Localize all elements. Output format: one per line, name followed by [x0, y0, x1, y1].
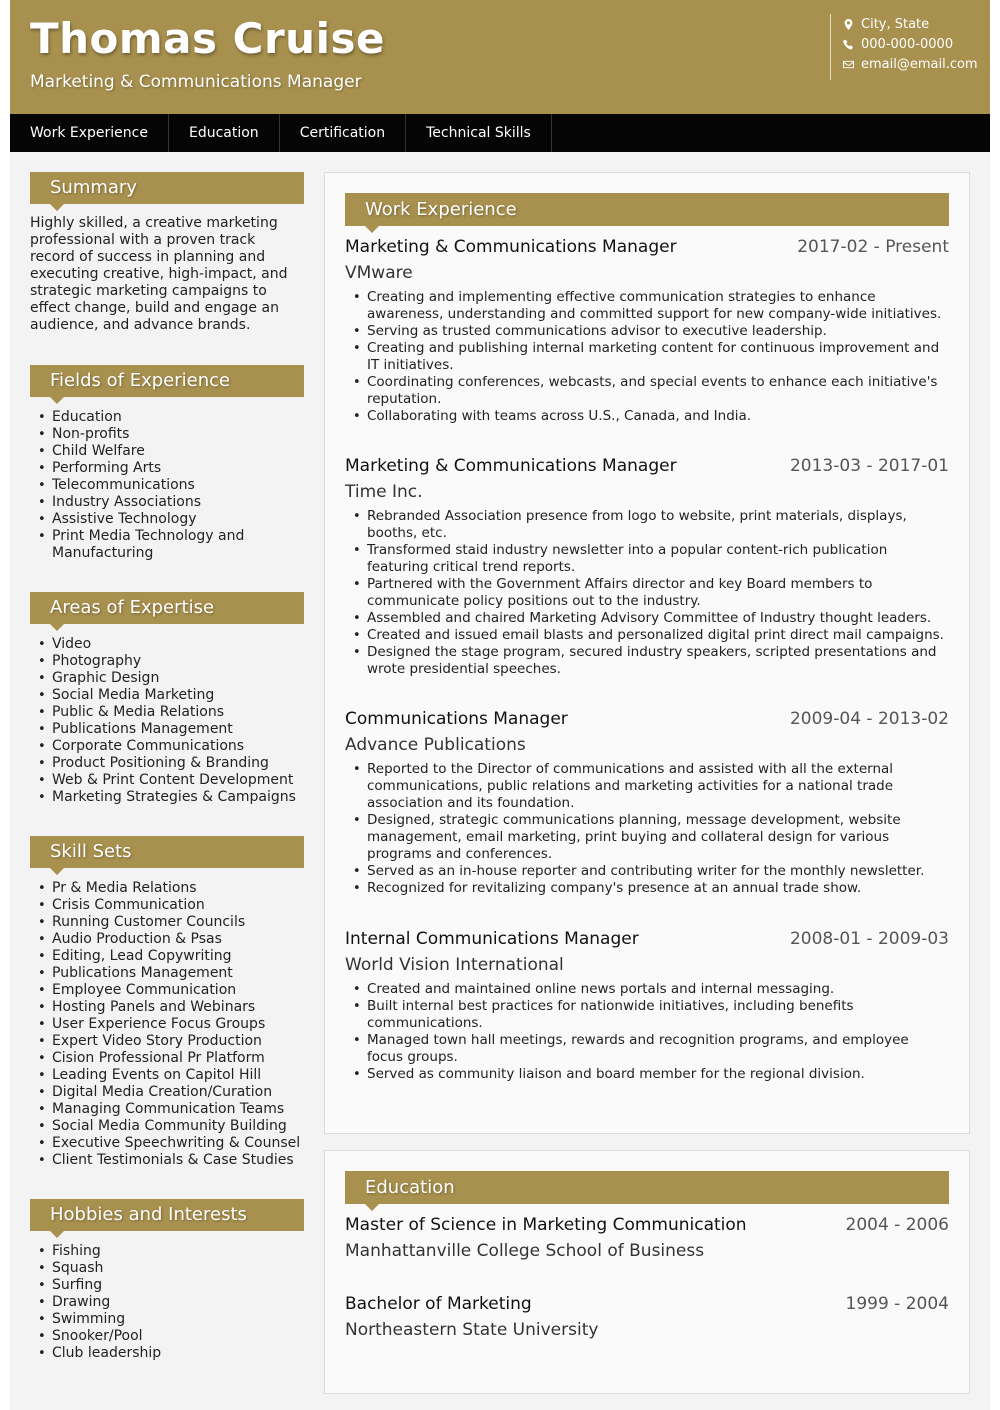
contact-location-text: City, State	[861, 16, 930, 32]
list-item: • Coordinating conferences, webcasts, and special events to enhance each initiative's reputation.	[345, 374, 949, 408]
job-date: 2009-04 - 2013-02	[789, 709, 949, 729]
list-item: • Corporate Communications	[38, 738, 304, 755]
education-date: 2004 - 2006	[845, 1215, 949, 1235]
summary-text: Highly skilled, a creative marketing professional with a proven track record of success in planning and executing creative, high-impact, and strategic marketing campaigns to effect change, build and engage an audience, and advance brands.	[30, 215, 288, 333]
education-card	[324, 1150, 970, 1394]
list-item: • Editing, Lead Copywriting	[38, 948, 304, 965]
job-title: Marketing & Communications Manager	[345, 456, 677, 476]
job-date: 2017-02 - Present	[797, 237, 949, 257]
list-item: • Designed the stage program, secured industry speakers, scripted presentations and wrote presidential speeches.	[345, 644, 949, 678]
list-item: • Squash	[38, 1260, 304, 1277]
list-item: • Child Welfare	[38, 443, 304, 460]
contact-email[interactable]	[843, 54, 978, 74]
job-company: VMware	[345, 263, 413, 283]
list-item: • Hosting Panels and Webinars	[38, 999, 304, 1016]
list-item: • Built internal best practices for nationwide initiatives, including benefits communications.	[345, 998, 949, 1032]
expertise-list	[30, 636, 304, 806]
nav-certification[interactable]: Certification	[280, 114, 406, 152]
list-item: • Designed, strategic communications planning, message development, website management, email marketing, print buying and collateral design for various programs and conferences.	[345, 812, 949, 863]
work-experience-card	[324, 172, 970, 1134]
list-item: • Executive Speechwriting & Counsel	[38, 1135, 304, 1152]
list-item: • Serving as trusted communications advisor to executive leadership.	[345, 323, 949, 340]
job-date: 2008-01 - 2009-03	[789, 929, 949, 949]
list-item: • Pr & Media Relations	[38, 880, 304, 897]
job-bullets	[345, 981, 949, 1083]
contact-email-text[interactable]: email@email.com	[861, 56, 978, 72]
list-item: • Running Customer Councils	[38, 914, 304, 931]
list-item: • Video	[38, 636, 304, 653]
list-item: • Telecommunications	[38, 477, 304, 494]
list-item: • Performing Arts	[38, 460, 304, 477]
list-item: • Industry Associations	[38, 494, 304, 511]
degree-title: Bachelor of Marketing	[345, 1294, 532, 1314]
list-item: • Club leadership	[38, 1345, 304, 1362]
candidate-name: Thomas Cruise	[30, 14, 385, 63]
list-item: • Reported to the Director of communications and assisted with all the external communications, public relations and marketing activities for a national trade association and its foundation.	[345, 761, 949, 812]
list-item: • Crisis Communication	[38, 897, 304, 914]
list-item: • Served as an in-house reporter and contributing writer for the monthly newsletter.	[345, 863, 949, 880]
list-item: • Created and issued email blasts and personalized digital print direct mail campaigns.	[345, 627, 949, 644]
education-heading: Education	[345, 1171, 949, 1204]
list-item: • Public & Media Relations	[38, 704, 304, 721]
expertise-section	[30, 592, 304, 806]
job-company: Advance Publications	[345, 735, 526, 755]
expertise-heading: Areas of Expertise	[30, 592, 304, 624]
list-item: • Digital Media Creation/Curation	[38, 1084, 304, 1101]
fields-list	[30, 409, 304, 562]
list-item: • Served as community liaison and board member for the regional division.	[345, 1066, 949, 1083]
list-item: • Creating and implementing effective communication strategies to enhance awareness, understanding and committed support for new company-wide initiatives.	[345, 289, 949, 323]
list-item: • Swimming	[38, 1311, 304, 1328]
list-item: • Collaborating with teams across U.S., Canada, and India.	[345, 408, 949, 425]
list-item: • Snooker/Pool	[38, 1328, 304, 1345]
skills-list	[30, 880, 304, 1169]
list-item: • Expert Video Story Production	[38, 1033, 304, 1050]
job-title: Communications Manager	[345, 709, 568, 729]
list-item: • Social Media Community Building	[38, 1118, 304, 1135]
list-item: • Publications Management	[38, 721, 304, 738]
list-item: • Leading Events on Capitol Hill	[38, 1067, 304, 1084]
list-item: • Non-profits	[38, 426, 304, 443]
list-item: • Assistive Technology	[38, 511, 304, 528]
header	[10, 0, 990, 114]
nav-work-experience[interactable]: Work Experience	[10, 114, 169, 152]
job-title: Internal Communications Manager	[345, 929, 639, 949]
candidate-headline: Marketing & Communications Manager	[30, 72, 362, 92]
list-item: • Rebranded Association presence from logo to website, print materials, displays, booths, etc.	[345, 508, 949, 542]
list-item: • Creating and publishing internal marketing content for continuous improvement and IT initiatives.	[345, 340, 949, 374]
job-company: Time Inc.	[345, 482, 423, 502]
degree-title: Master of Science in Marketing Communication	[345, 1215, 747, 1235]
envelope-icon	[843, 59, 854, 70]
contact-phone-text: 000-000-0000	[861, 36, 954, 52]
list-item: • Web & Print Content Development	[38, 772, 304, 789]
contact-block	[830, 14, 978, 80]
list-item: • Managed town hall meetings, rewards and recognition programs, and employee focus groups.	[345, 1032, 949, 1066]
list-item: • Education	[38, 409, 304, 426]
list-item: • Cision Professional Pr Platform	[38, 1050, 304, 1067]
list-item: • Publications Management	[38, 965, 304, 982]
location-pin-icon	[843, 19, 854, 30]
nav-technical-skills[interactable]: Technical Skills	[406, 114, 552, 152]
section-nav	[10, 114, 990, 152]
list-item: • Print Media Technology and Manufacturing	[38, 528, 304, 562]
contact-location	[843, 14, 978, 34]
school-name: Manhattanville College School of Business	[345, 1241, 705, 1261]
list-item: • Graphic Design	[38, 670, 304, 687]
list-item: • Marketing Strategies & Campaigns	[38, 789, 304, 806]
school-name: Northeastern State University	[345, 1320, 599, 1340]
job-bullets	[345, 508, 949, 678]
job-date: 2013-03 - 2017-01	[789, 456, 949, 476]
work-experience-heading: Work Experience	[345, 193, 949, 226]
list-item: • Partnered with the Government Affairs director and key Board members to communicate policy positions out to the industry.	[345, 576, 949, 610]
contact-phone	[843, 34, 978, 54]
list-item: • Assembled and chaired Marketing Advisory Committee of Industry thought leaders.	[345, 610, 949, 627]
list-item: • Employee Communication	[38, 982, 304, 999]
nav-education[interactable]: Education	[169, 114, 280, 152]
phone-icon	[843, 39, 854, 50]
list-item: • Client Testimonials & Case Studies	[38, 1152, 304, 1169]
list-item: • User Experience Focus Groups	[38, 1016, 304, 1033]
hobbies-list	[30, 1243, 304, 1362]
list-item: • Transformed staid industry newsletter into a popular content-rich publication featuring critical trend reports.	[345, 542, 949, 576]
list-item: • Surfing	[38, 1277, 304, 1294]
job-company: World Vision International	[345, 955, 564, 975]
list-item: • Created and maintained online news portals and internal messaging.	[345, 981, 949, 998]
job-bullets	[345, 761, 949, 897]
fields-heading: Fields of Experience	[30, 365, 304, 397]
job-title: Marketing & Communications Manager	[345, 237, 677, 257]
list-item: • Audio Production & Psas	[38, 931, 304, 948]
list-item: • Recognized for revitalizing company's presence at an annual trade show.	[345, 880, 949, 897]
hobbies-section	[30, 1199, 304, 1362]
job-bullets	[345, 289, 949, 425]
summary-heading: Summary	[30, 172, 304, 204]
list-item: • Managing Communication Teams	[38, 1101, 304, 1118]
skills-section	[30, 836, 304, 1169]
list-item: • Drawing	[38, 1294, 304, 1311]
resume-page	[10, 0, 990, 1410]
list-item: • Product Positioning & Branding	[38, 755, 304, 772]
skills-heading: Skill Sets	[30, 836, 304, 868]
list-item: • Fishing	[38, 1243, 304, 1260]
list-item: • Social Media Marketing	[38, 687, 304, 704]
list-item: • Photography	[38, 653, 304, 670]
fields-section	[30, 365, 304, 562]
hobbies-heading: Hobbies and Interests	[30, 1199, 304, 1231]
education-date: 1999 - 2004	[845, 1294, 949, 1314]
summary-section	[30, 172, 304, 334]
